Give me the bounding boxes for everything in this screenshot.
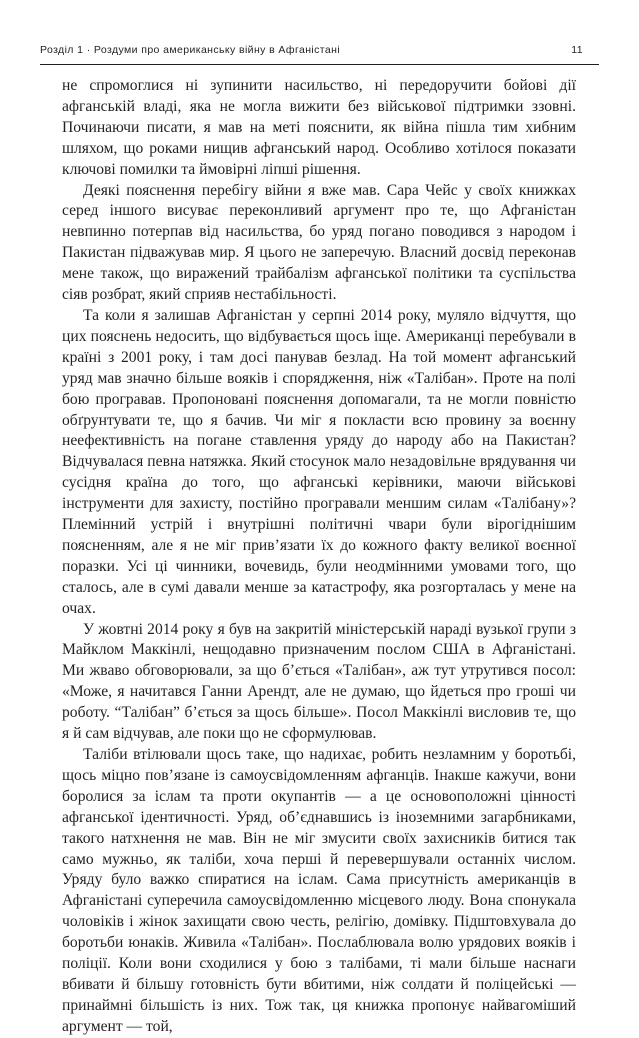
paragraph: Деякі пояснення перебігу війни я вже мав. Сара Чейс у своїх книжках серед іншого висуває переконливий аргумент про те, що Афганістан невпинно потерпав від насильства, бо уряд погано поводився з народом і Пакистан підважував мир. Я цього не заперечую. Власний досвід переконав мене також, що виражений трайбалізм афганської політики та суспільства сіяв розбрат, який сприяв нестабільності. [62, 181, 576, 304]
running-title: Розділ 1 · Роздуми про американську війну в Афганістані [40, 44, 341, 56]
page-number: 11 [571, 44, 583, 56]
paragraph: Таліби втілювали щось таке, що надихає, робить незламним у боротьбі, щось міцно пов’язане із самоусвідомленням афганців. Інакше кажучи, вони боролися за іслам та проти окупантів — а це основоположні цінності афганської ідентичності. Уряд, об’єднавшись із іноземними загарбниками, такого натхнення не мав. Він не міг змусити своїх захисників битися так само мужньо, як таліби, хоча перші й перевершували останніх числом. Уряду було важко спиратися на іслам. Сама присутність американців в Афганістані суперечила самоусвідомленню місцевого люду. Вона спонукала чоловіків і жінок захищати свою честь, релігію, домівку. Підштовхувала до боротьби юнаків. Живила «Талібан». Послаблювала волю урядових вояків і поліції. Коли вони сходилися у бою з талібами, ті мали більше наснаги вбивати й більшу готовність бути вбитими, ніж солдати й поліцейські — принаймні більшість із них. Тож так, ця книжка пропонує найвагоміший аргумент — той, [62, 746, 576, 1035]
paragraph: Та коли я залишав Афганістан у серпні 2014 року, муляло відчуття, що цих пояснень недосить, що відбувається щось іще. Американці перебували в країні з 2001 року, і там досі панував безлад. На той момент афганський уряд мав значно більше вояків і спорядження, ніж «Талібан». Проте на полі бою програвав. Пропоновані пояснення допомагали, та не могли повністю обґрунтувати те, що я бачив. Чи міг я покласти всю провину за воєнну неефективність на погане ставлення уряду до народу або на Пакистан? Відчувалася певна натяжка. Який стосунок мало незадовільне врядування чи сусідня країна до того, що афганські керівники, маючи військові інструменти для захисту, постійно програвали меншим силам «Талібану»? Племінний устрій і внутрішні політичні чвари були вірогіднішим поясненням, але я не міг прив’язати їх до кожного факту великої воєнної поразки. Усі ці чинники, вочевидь, були неодмінними умовами того, що сталось, але в сумі давали менше за катастрофу, яка розгорталась у мене на очах. [62, 306, 576, 617]
body-text [62, 76, 576, 1038]
paragraph: У жовтні 2014 року я був на закритій міністерській нараді вузької групи з Майклом Маккінлі, нещодавно призначеним послом США в Афганістані. Ми жваво обговорювали, за що б’ється «Талібан», аж тут утрутився посол: «Може, я начитався Ганни Арендт, але не думаю, що йдеться про гроші чи роботу. “Талібан” б’ється за щось більше». Посол Маккінлі висловив те, що я й сам відчував, але поки що не сформулював. [62, 620, 576, 743]
paragraph: не спромоглися ні зупинити насильство, ні передоручити бойові дії афганській владі, яка не могла вижити без військової підтримки ззовні. Починаючи писати, я мав на меті пояснити, як війна пішла тим хибним шляхом, що роками нищив афганський народ. Особливо хотілося показати ключові помилки та ймовірні ліпші рішення. [62, 77, 576, 178]
header-rule [40, 64, 599, 65]
running-header [40, 44, 583, 58]
